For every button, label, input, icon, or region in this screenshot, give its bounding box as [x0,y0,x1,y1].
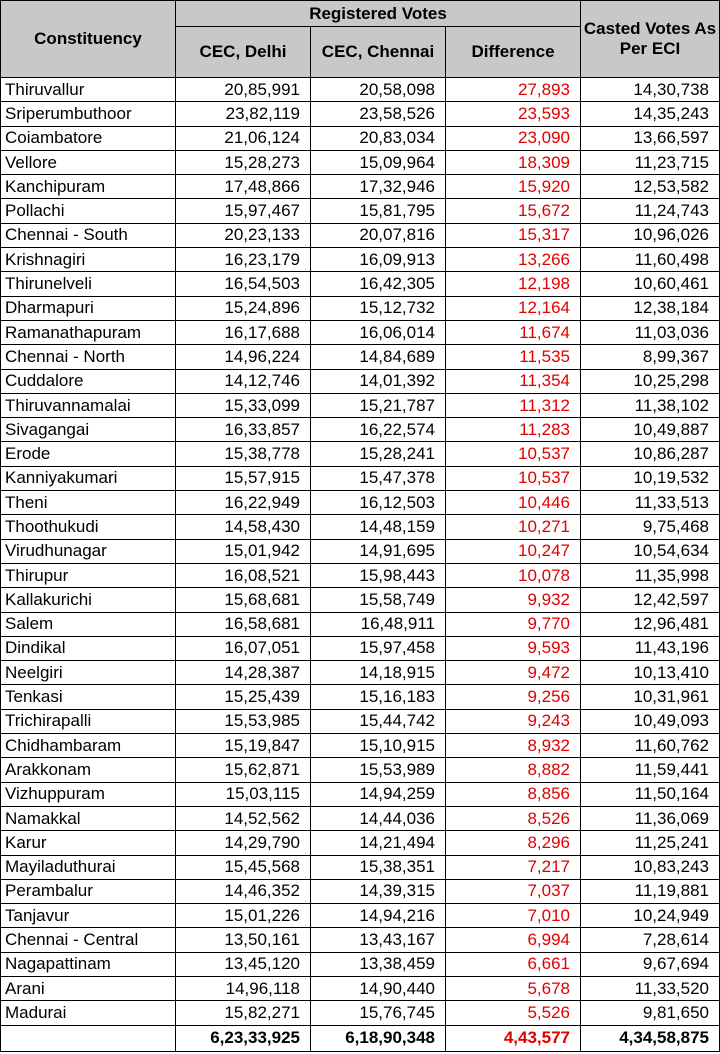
cec-chennai-cell: 14,90,440 [311,976,446,1000]
casted-votes-cell: 7,28,614 [581,928,720,952]
table-row [1,782,720,806]
casted-votes-cell: 10,86,287 [581,442,720,466]
casted-votes-cell: 11,03,036 [581,320,720,344]
cec-delhi-cell: 16,22,949 [176,491,311,515]
difference-cell: 9,770 [446,612,581,636]
difference-cell: 8,526 [446,806,581,830]
difference-cell: 12,164 [446,296,581,320]
header-cec-delhi: CEC, Delhi [176,27,311,78]
cec-delhi-cell: 16,54,503 [176,272,311,296]
cec-delhi-cell: 14,96,224 [176,345,311,369]
table-row [1,539,720,563]
difference-cell: 27,893 [446,78,581,102]
cec-delhi-cell: 15,45,568 [176,855,311,879]
header-cec-chennai: CEC, Chennai [311,27,446,78]
cec-chennai-cell: 14,18,915 [311,661,446,685]
table-row [1,831,720,855]
constituency-cell: Vellore [1,150,176,174]
cec-delhi-cell: 15,57,915 [176,466,311,490]
constituency-cell: Pollachi [1,199,176,223]
cec-chennai-cell: 13,38,459 [311,952,446,976]
constituency-cell: Nagapattinam [1,952,176,976]
casted-votes-cell: 10,31,961 [581,685,720,709]
table-row [1,442,720,466]
casted-votes-cell: 11,38,102 [581,393,720,417]
casted-votes-cell: 11,60,762 [581,734,720,758]
casted-votes-cell: 11,23,715 [581,150,720,174]
constituency-cell: Chennai - Central [1,928,176,952]
table-row [1,150,720,174]
cec-delhi-cell: 15,25,439 [176,685,311,709]
casted-votes-cell: 11,36,069 [581,806,720,830]
difference-cell: 18,309 [446,150,581,174]
constituency-cell: Erode [1,442,176,466]
cec-delhi-cell: 16,08,521 [176,563,311,587]
cec-chennai-cell: 15,97,458 [311,636,446,660]
difference-cell: 13,266 [446,248,581,272]
cec-chennai-cell: 14,21,494 [311,831,446,855]
cec-delhi-cell: 15,03,115 [176,782,311,806]
table-row [1,102,720,126]
cec-chennai-cell: 15,38,351 [311,855,446,879]
constituency-cell: Kanniyakumari [1,466,176,490]
totals-row [1,1025,720,1051]
table-row [1,709,720,733]
constituency-cell: Salem [1,612,176,636]
table-row [1,126,720,150]
cec-chennai-cell: 14,94,216 [311,904,446,928]
difference-cell: 10,446 [446,491,581,515]
constituency-cell: Thiruvallur [1,78,176,102]
casted-votes-cell: 10,83,243 [581,855,720,879]
table-row [1,952,720,976]
cec-chennai-cell: 15,28,241 [311,442,446,466]
casted-votes-cell: 14,35,243 [581,102,720,126]
constituency-cell: Kallakurichi [1,588,176,612]
cec-chennai-cell: 14,94,259 [311,782,446,806]
cec-delhi-cell: 16,33,857 [176,418,311,442]
table-row [1,223,720,247]
difference-cell: 7,037 [446,879,581,903]
casted-votes-cell: 10,25,298 [581,369,720,393]
difference-cell: 9,243 [446,709,581,733]
casted-votes-cell: 12,96,481 [581,612,720,636]
cec-delhi-cell: 13,45,120 [176,952,311,976]
cec-delhi-cell: 15,82,271 [176,1001,311,1025]
cec-delhi-cell: 15,62,871 [176,758,311,782]
table-row [1,320,720,344]
header-difference: Difference [446,27,581,78]
table-row [1,248,720,272]
cec-delhi-cell: 15,97,467 [176,199,311,223]
cec-chennai-cell: 15,53,989 [311,758,446,782]
cec-chennai-cell: 16,22,574 [311,418,446,442]
constituency-cell: Theni [1,491,176,515]
difference-cell: 8,856 [446,782,581,806]
casted-votes-cell: 8,99,367 [581,345,720,369]
table-row [1,418,720,442]
difference-cell: 7,217 [446,855,581,879]
cec-chennai-cell: 15,58,749 [311,588,446,612]
constituency-cell: Thoothukudi [1,515,176,539]
cec-chennai-cell: 23,58,526 [311,102,446,126]
cec-chennai-cell: 16,12,503 [311,491,446,515]
difference-cell: 9,472 [446,661,581,685]
table-row [1,563,720,587]
casted-votes-cell: 11,60,498 [581,248,720,272]
cec-chennai-cell: 15,47,378 [311,466,446,490]
table-row [1,466,720,490]
constituency-cell: Tanjavur [1,904,176,928]
table-row [1,393,720,417]
table-row [1,175,720,199]
table-body [1,78,720,1026]
cec-chennai-cell: 15,98,443 [311,563,446,587]
constituency-cell: Arani [1,976,176,1000]
constituency-cell: Thiruvannamalai [1,393,176,417]
difference-cell: 15,920 [446,175,581,199]
cec-delhi-cell: 15,33,099 [176,393,311,417]
cec-chennai-cell: 15,16,183 [311,685,446,709]
cec-chennai-cell: 15,21,787 [311,393,446,417]
casted-votes-cell: 9,67,694 [581,952,720,976]
cec-chennai-cell: 14,84,689 [311,345,446,369]
table-row [1,661,720,685]
cec-chennai-cell: 15,12,732 [311,296,446,320]
constituency-cell: Thirupur [1,563,176,587]
table-row [1,879,720,903]
constituency-cell: Madurai [1,1001,176,1025]
difference-cell: 8,882 [446,758,581,782]
cec-delhi-cell: 15,19,847 [176,734,311,758]
cec-chennai-cell: 20,07,816 [311,223,446,247]
totals-label [1,1025,176,1051]
cec-delhi-cell: 14,52,562 [176,806,311,830]
cec-chennai-cell: 17,32,946 [311,175,446,199]
constituency-cell: Karur [1,831,176,855]
cec-chennai-cell: 16,48,911 [311,612,446,636]
cec-chennai-cell: 14,48,159 [311,515,446,539]
difference-cell: 10,247 [446,539,581,563]
casted-votes-cell: 10,19,532 [581,466,720,490]
constituency-cell: Neelgiri [1,661,176,685]
cec-chennai-cell: 13,43,167 [311,928,446,952]
cec-delhi-cell: 20,23,133 [176,223,311,247]
difference-cell: 12,198 [446,272,581,296]
table-row [1,78,720,102]
total-casted-votes: 4,34,58,875 [581,1025,720,1051]
table-row [1,515,720,539]
difference-cell: 8,296 [446,831,581,855]
casted-votes-cell: 13,66,597 [581,126,720,150]
cec-delhi-cell: 23,82,119 [176,102,311,126]
table-row [1,734,720,758]
table-row [1,199,720,223]
constituency-cell: Chennai - North [1,345,176,369]
difference-cell: 23,593 [446,102,581,126]
cec-chennai-cell: 14,01,392 [311,369,446,393]
table-row [1,1001,720,1025]
cec-chennai-cell: 14,44,036 [311,806,446,830]
cec-delhi-cell: 15,53,985 [176,709,311,733]
cec-delhi-cell: 14,29,790 [176,831,311,855]
difference-cell: 10,537 [446,442,581,466]
cec-delhi-cell: 15,68,681 [176,588,311,612]
casted-votes-cell: 10,49,887 [581,418,720,442]
table-row [1,369,720,393]
cec-delhi-cell: 14,12,746 [176,369,311,393]
table-row [1,588,720,612]
cec-delhi-cell: 17,48,866 [176,175,311,199]
difference-cell: 8,932 [446,734,581,758]
cec-chennai-cell: 20,58,098 [311,78,446,102]
table-row [1,636,720,660]
constituency-cell: Dharmapuri [1,296,176,320]
cec-chennai-cell: 16,06,014 [311,320,446,344]
casted-votes-cell: 11,19,881 [581,879,720,903]
table-row [1,612,720,636]
difference-cell: 11,312 [446,393,581,417]
cec-delhi-cell: 14,46,352 [176,879,311,903]
constituency-cell: Chennai - South [1,223,176,247]
table-header [1,1,720,78]
cec-chennai-cell: 15,10,915 [311,734,446,758]
casted-votes-cell: 10,13,410 [581,661,720,685]
constituency-cell: Arakkonam [1,758,176,782]
difference-cell: 10,078 [446,563,581,587]
constituency-cell: Thirunelveli [1,272,176,296]
cec-delhi-cell: 15,38,778 [176,442,311,466]
casted-votes-cell: 12,42,597 [581,588,720,612]
cec-chennai-cell: 15,81,795 [311,199,446,223]
casted-votes-cell: 11,59,441 [581,758,720,782]
casted-votes-cell: 11,50,164 [581,782,720,806]
constituency-cell: Cuddalore [1,369,176,393]
cec-delhi-cell: 16,23,179 [176,248,311,272]
casted-votes-cell: 10,24,949 [581,904,720,928]
table-row [1,272,720,296]
cec-chennai-cell: 15,76,745 [311,1001,446,1025]
difference-cell: 7,010 [446,904,581,928]
casted-votes-cell: 11,24,743 [581,199,720,223]
header-registered-votes: Registered Votes [176,1,581,27]
casted-votes-cell: 11,33,520 [581,976,720,1000]
difference-cell: 15,672 [446,199,581,223]
cec-delhi-cell: 16,17,688 [176,320,311,344]
constituency-cell: Tenkasi [1,685,176,709]
constituency-cell: Sriperumbuthoor [1,102,176,126]
casted-votes-cell: 9,75,468 [581,515,720,539]
difference-cell: 23,090 [446,126,581,150]
difference-cell: 15,317 [446,223,581,247]
table-row [1,904,720,928]
header-constituency: Constituency [1,1,176,78]
constituency-cell: Ramanathapuram [1,320,176,344]
cec-delhi-cell: 21,06,124 [176,126,311,150]
cec-chennai-cell: 16,42,305 [311,272,446,296]
cec-delhi-cell: 14,28,387 [176,661,311,685]
constituency-cell: Sivagangai [1,418,176,442]
constituency-cell: Trichirapalli [1,709,176,733]
constituency-cell: Chidhambaram [1,734,176,758]
table-row [1,758,720,782]
table-row [1,855,720,879]
difference-cell: 9,932 [446,588,581,612]
cec-delhi-cell: 15,28,273 [176,150,311,174]
casted-votes-cell: 11,25,241 [581,831,720,855]
cec-delhi-cell: 15,01,942 [176,539,311,563]
constituency-cell: Dindikal [1,636,176,660]
difference-cell: 10,537 [446,466,581,490]
table-row [1,685,720,709]
difference-cell: 5,678 [446,976,581,1000]
cec-delhi-cell: 14,96,118 [176,976,311,1000]
table-row [1,928,720,952]
cec-chennai-cell: 20,83,034 [311,126,446,150]
difference-cell: 9,256 [446,685,581,709]
cec-chennai-cell: 14,91,695 [311,539,446,563]
header-casted-votes: Casted Votes As Per ECI [581,1,720,78]
difference-cell: 10,271 [446,515,581,539]
cec-chennai-cell: 15,09,964 [311,150,446,174]
casted-votes-cell: 10,49,093 [581,709,720,733]
casted-votes-cell: 11,43,196 [581,636,720,660]
difference-cell: 11,283 [446,418,581,442]
cec-delhi-cell: 15,01,226 [176,904,311,928]
difference-cell: 5,526 [446,1001,581,1025]
total-cec-delhi: 6,23,33,925 [176,1025,311,1051]
difference-cell: 11,674 [446,320,581,344]
cec-delhi-cell: 15,24,896 [176,296,311,320]
casted-votes-cell: 11,35,998 [581,563,720,587]
casted-votes-cell: 10,96,026 [581,223,720,247]
cec-chennai-cell: 15,44,742 [311,709,446,733]
difference-cell: 6,994 [446,928,581,952]
cec-chennai-cell: 14,39,315 [311,879,446,903]
cec-delhi-cell: 13,50,161 [176,928,311,952]
cec-delhi-cell: 14,58,430 [176,515,311,539]
constituency-cell: Virudhunagar [1,539,176,563]
constituency-cell: Namakkal [1,806,176,830]
casted-votes-cell: 10,60,461 [581,272,720,296]
difference-cell: 6,661 [446,952,581,976]
cec-chennai-cell: 16,09,913 [311,248,446,272]
constituency-cell: Kanchipuram [1,175,176,199]
casted-votes-cell: 12,38,184 [581,296,720,320]
constituency-cell: Krishnagiri [1,248,176,272]
total-cec-chennai: 6,18,90,348 [311,1025,446,1051]
cec-delhi-cell: 16,07,051 [176,636,311,660]
table-row [1,806,720,830]
casted-votes-cell: 11,33,513 [581,491,720,515]
table-footer [1,1025,720,1051]
difference-cell: 11,354 [446,369,581,393]
constituency-cell: Vizhuppuram [1,782,176,806]
table-row [1,296,720,320]
casted-votes-cell: 10,54,634 [581,539,720,563]
constituency-cell: Mayiladuthurai [1,855,176,879]
difference-cell: 11,535 [446,345,581,369]
cec-delhi-cell: 16,58,681 [176,612,311,636]
constituency-cell: Perambalur [1,879,176,903]
difference-cell: 9,593 [446,636,581,660]
casted-votes-cell: 12,53,582 [581,175,720,199]
constituency-cell: Coiambatore [1,126,176,150]
table-row [1,491,720,515]
casted-votes-cell: 14,30,738 [581,78,720,102]
table-row [1,345,720,369]
total-difference: 4,43,577 [446,1025,581,1051]
table-row [1,976,720,1000]
casted-votes-cell: 9,81,650 [581,1001,720,1025]
cec-delhi-cell: 20,85,991 [176,78,311,102]
